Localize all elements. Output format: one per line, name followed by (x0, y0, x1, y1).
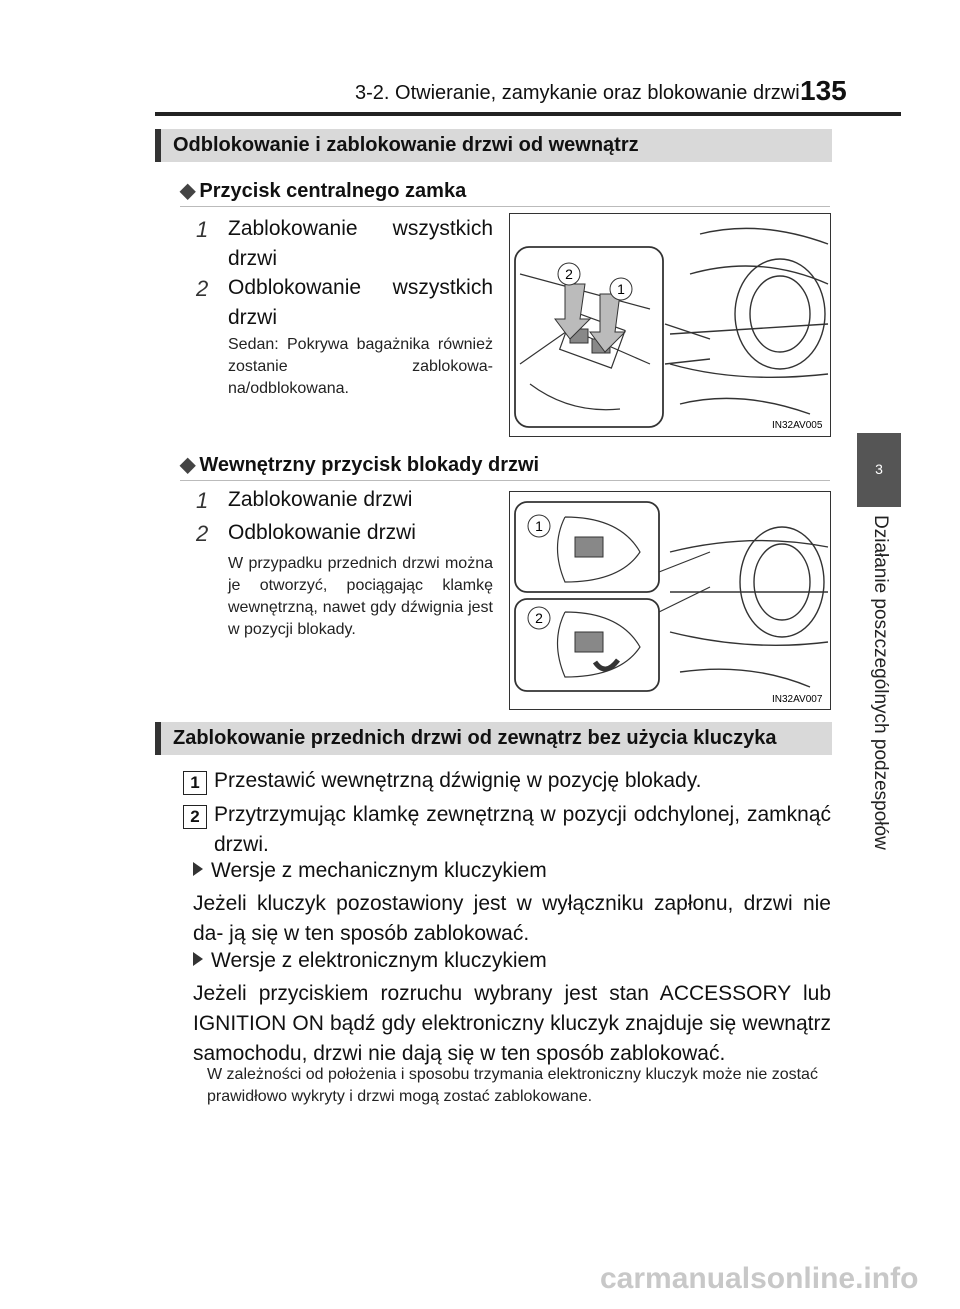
triangle-bullet-icon (193, 862, 203, 876)
callout-2: 2 (535, 610, 543, 626)
section-heading-inside: Odblokowanie i zablokowanie drzwi od wewnątrz (155, 129, 832, 162)
variant-label: Wersje z elektronicznym kluczykiem (211, 949, 547, 972)
item-text: Odblokowanie wszystkich drzwi (228, 276, 493, 329)
chapter-side-label (846, 515, 912, 850)
triangle-bullet-icon (193, 952, 203, 966)
running-header-title: 3-2. Otwieranie, zamykanie oraz blokowanie drzwi (355, 82, 800, 104)
item-number: 1 (196, 217, 209, 242)
variant-text: Jeżeli przyciskiem rozruchu wybrany jest stan ACCESSORY lub IGNITION ON bądź gdy elektroniczny kluczyk znajduje się wewnątrz samochodu, drzwi nie dają się w ten sposób zablokować. (193, 982, 831, 1065)
callout-1: 1 (535, 518, 543, 534)
variant-note: W zależności od położenia i sposobu trzymania elektroniczny kluczyk może nie zostać prawidłowo wykryty i drzwi mogą zostać zablokowane. (207, 1066, 818, 1105)
central-lock-illustration (510, 214, 829, 435)
divider (180, 206, 830, 207)
figure-inside-lock (509, 491, 831, 710)
subheading-central-lock (180, 178, 466, 203)
divider (180, 480, 830, 481)
step-number: 1 (183, 771, 207, 795)
watermark: carmanualsonline.info (600, 1262, 919, 1295)
callout-1: 1 (617, 281, 625, 297)
item-number: 1 (196, 488, 209, 513)
step-number: 2 (183, 805, 207, 829)
inside-lock-illustration (510, 492, 829, 708)
chapter-side-text: Działanie poszczególnych podzespołów (870, 515, 891, 850)
diamond-bullet-icon: ◆ (180, 454, 196, 476)
variant-label: Wersje z mechanicznym kluczykiem (211, 859, 547, 882)
variant-heading (193, 946, 547, 976)
item-number: 2 (196, 521, 209, 546)
variant-heading (193, 856, 547, 886)
diamond-bullet-icon: ◆ (180, 180, 196, 202)
header-rule (155, 112, 901, 116)
figure-code: IN32AV007 (772, 694, 823, 705)
figure-code: IN32AV005 (772, 420, 823, 431)
step-text: Przestawić wewnętrzną dźwignię w pozycję blokady. (214, 769, 702, 792)
page-number: 135 (800, 75, 847, 106)
subheading-text: Przycisk centralnego zamka (199, 180, 467, 202)
item-text: Zablokowanie drzwi (228, 488, 413, 511)
note-text: W przypadku przednich drzwi można je otworzyć, pociągając klamkę wewnętrzną, nawet gdy dźwignia jest w pozycji blokady. (228, 555, 493, 638)
item-text: Odblokowanie drzwi (228, 521, 416, 544)
item-text: Zablokowanie wszystkich drzwi (228, 217, 493, 270)
callout-2: 2 (565, 266, 573, 282)
subheading-inside-lock (180, 452, 539, 477)
note-text: Sedan: Pokrywa bagażnika również zostanie zablokowa- na/odblokowana. (228, 336, 493, 397)
step-text: Przytrzymując klamkę zewnętrzną w pozycji odchylonej, zamknąć drzwi. (214, 803, 831, 856)
variant-text: Jeżeli kluczyk pozostawiony jest w wyłączniku zapłonu, drzwi nie da- ją się w ten sposób zablokować. (193, 892, 831, 945)
subheading-text: Wewnętrzny przycisk blokady drzwi (199, 454, 540, 476)
chapter-tab: 3 (857, 433, 901, 507)
item-number: 2 (196, 276, 209, 301)
section-heading-outside: Zablokowanie przednich drzwi od zewnątrz bez użycia kluczyka (155, 722, 832, 755)
figure-central-lock (509, 213, 831, 437)
